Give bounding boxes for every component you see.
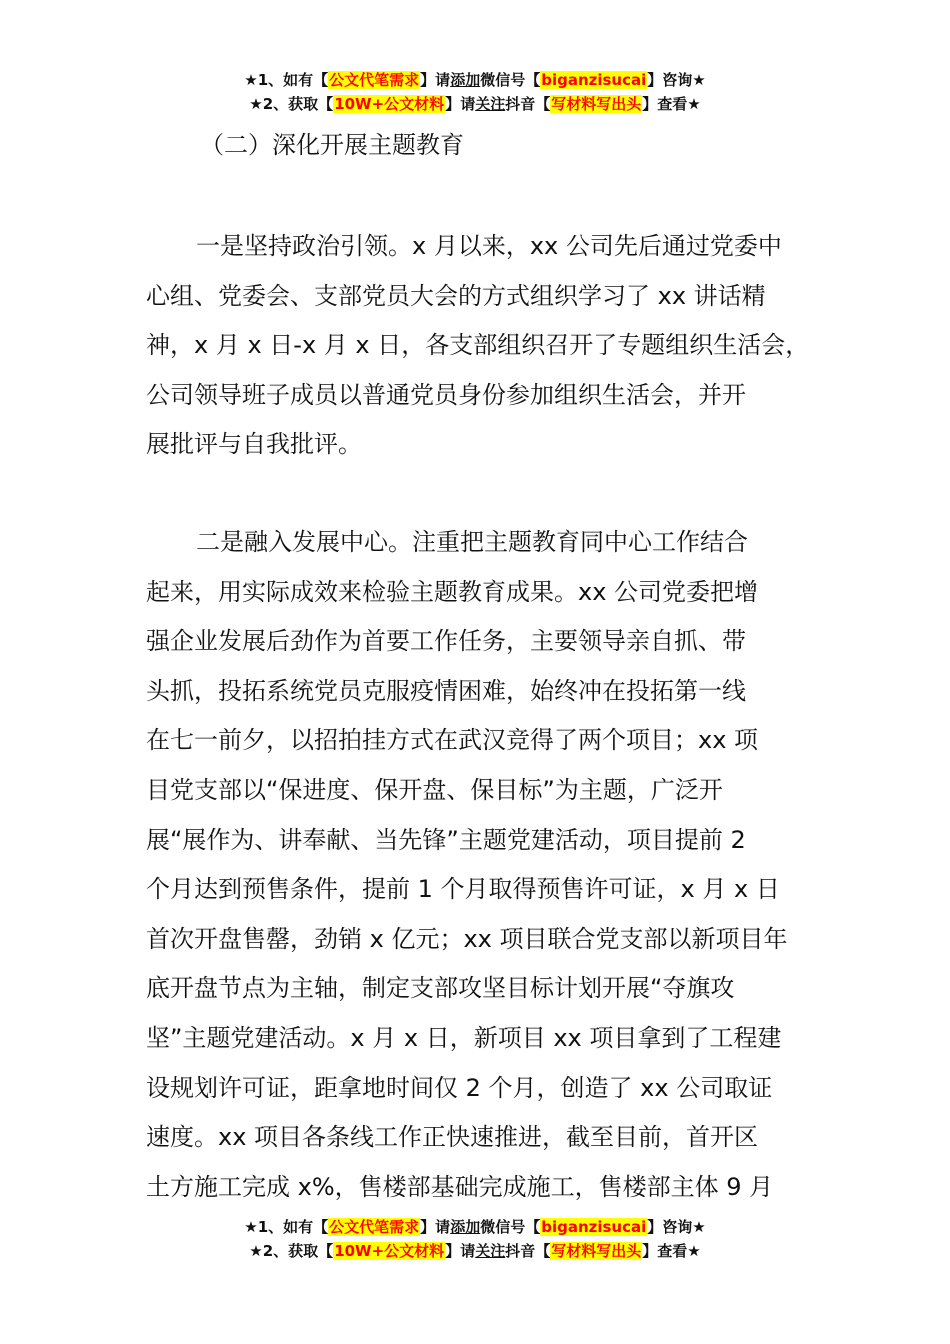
paragraph-line: 设规划许可证，距拿地时间仅 2 个月，创造了 xx 公司取证 — [146, 1073, 773, 1102]
banner-text: 】咨询★ — [647, 1218, 706, 1236]
paragraph-line: 公司领导班子成员以普通党员身份参加组织生活会，并开 — [146, 380, 746, 409]
banner-text: 】请 — [445, 1242, 476, 1260]
paragraph-line: 心组、党委会、支部党员大会的方式组织学习了 xx 讲话精 — [146, 281, 766, 310]
paragraph-line: 展“展作为、讲奉献、当先锋”主题党建活动，项目提前 2 — [146, 825, 746, 854]
paragraph-line: 二是融入发展中心。注重把主题教育同中心工作结合 — [196, 528, 748, 556]
banner-text: 】咨询★ — [647, 71, 706, 89]
banner-text: ★1、如有【 — [244, 1218, 329, 1236]
paragraph-line: 速度。xx 项目各条线工作正快速推进，截至目前，首开区 — [146, 1123, 759, 1152]
highlight-wechat-id: biganzisucai — [541, 1218, 647, 1236]
banner-text: 】请 — [445, 95, 476, 113]
paragraph-line: 目党支部以“保进度、保开盘、保目标”为主题，广泛开 — [146, 775, 723, 804]
paragraph-line: 一是坚持政治引领。x 月以来，xx 公司先后通过党委中 — [196, 232, 782, 260]
paragraph-line: 展批评与自我批评。 — [146, 430, 362, 459]
bottom-banner — [0, 1215, 950, 1263]
paragraph-line: 个月达到预售条件，提前 1 个月取得预售许可证，x 月 x 日 — [146, 875, 780, 904]
banner-text: 】查看★ — [642, 95, 701, 113]
banner-text: 】请 — [420, 71, 451, 89]
top-banner — [0, 68, 950, 116]
paragraph-line: 起来，用实际成效来检验主题教育成果。xx 公司党委把增 — [146, 577, 759, 606]
highlight-wechat-id: biganzisucai — [541, 71, 647, 89]
banner-text: 微信号【 — [480, 1218, 541, 1236]
banner-underlined: 添加 — [450, 1218, 481, 1236]
banner-text: ★2、获取【 — [249, 1242, 334, 1260]
paragraph-line: 坚”主题党建活动。x 月 x 日，新项目 xx 项目拿到了工程建 — [146, 1023, 782, 1052]
banner-underlined: 添加 — [450, 71, 481, 89]
paragraph-line: 头抓，投拓系统党员克服疫情困难，始终冲在投拓第一线 — [146, 676, 746, 705]
highlight-service: 公文代笔需求 — [329, 71, 420, 89]
paragraph-line: 神，x 月 x 日-x 月 x 日，各支部组织召开了专题组织生活会， — [146, 331, 810, 360]
highlight-materials: 10W+公文材料 — [334, 95, 445, 113]
highlight-account: 写材料写出头 — [551, 1242, 642, 1260]
banner-line-2 — [0, 92, 950, 116]
paragraph-line: 底开盘节点为主轴，制定支部攻坚目标计划开展“夺旗攻 — [146, 974, 735, 1003]
banner-line-2 — [0, 1239, 950, 1263]
paragraph-line: 在七一前夕，以招拍挂方式在武汉竞得了两个项目；xx 项 — [146, 726, 759, 755]
banner-text: 】请 — [420, 1218, 451, 1236]
paragraph-line: 首次开盘售罄，劲销 x 亿元；xx 项目联合党支部以新项目年 — [146, 924, 788, 953]
banner-line-1 — [0, 1215, 950, 1239]
paragraph-development-center — [146, 518, 846, 1212]
banner-text: 抖音【 — [505, 1242, 551, 1260]
highlight-materials: 10W+公文材料 — [334, 1242, 445, 1260]
banner-text: 抖音【 — [505, 95, 551, 113]
banner-underlined: 关注 — [475, 95, 506, 113]
banner-underlined: 关注 — [475, 1242, 506, 1260]
banner-text: 】查看★ — [642, 1242, 701, 1260]
banner-text: ★1、如有【 — [244, 71, 329, 89]
highlight-account: 写材料写出头 — [551, 95, 642, 113]
banner-line-1 — [0, 68, 950, 92]
section-heading: （二）深化开展主题教育 — [200, 131, 464, 159]
banner-text: ★2、获取【 — [249, 95, 334, 113]
highlight-service: 公文代笔需求 — [329, 1218, 420, 1236]
paragraph-line: 土方施工完成 x%，售楼部基础完成施工，售楼部主体 9 月 — [146, 1172, 774, 1201]
banner-text: 微信号【 — [480, 71, 541, 89]
paragraph-line: 强企业发展后劲作为首要工作任务，主要领导亲自抓、带 — [146, 627, 746, 656]
paragraph-political-guidance — [146, 222, 846, 470]
